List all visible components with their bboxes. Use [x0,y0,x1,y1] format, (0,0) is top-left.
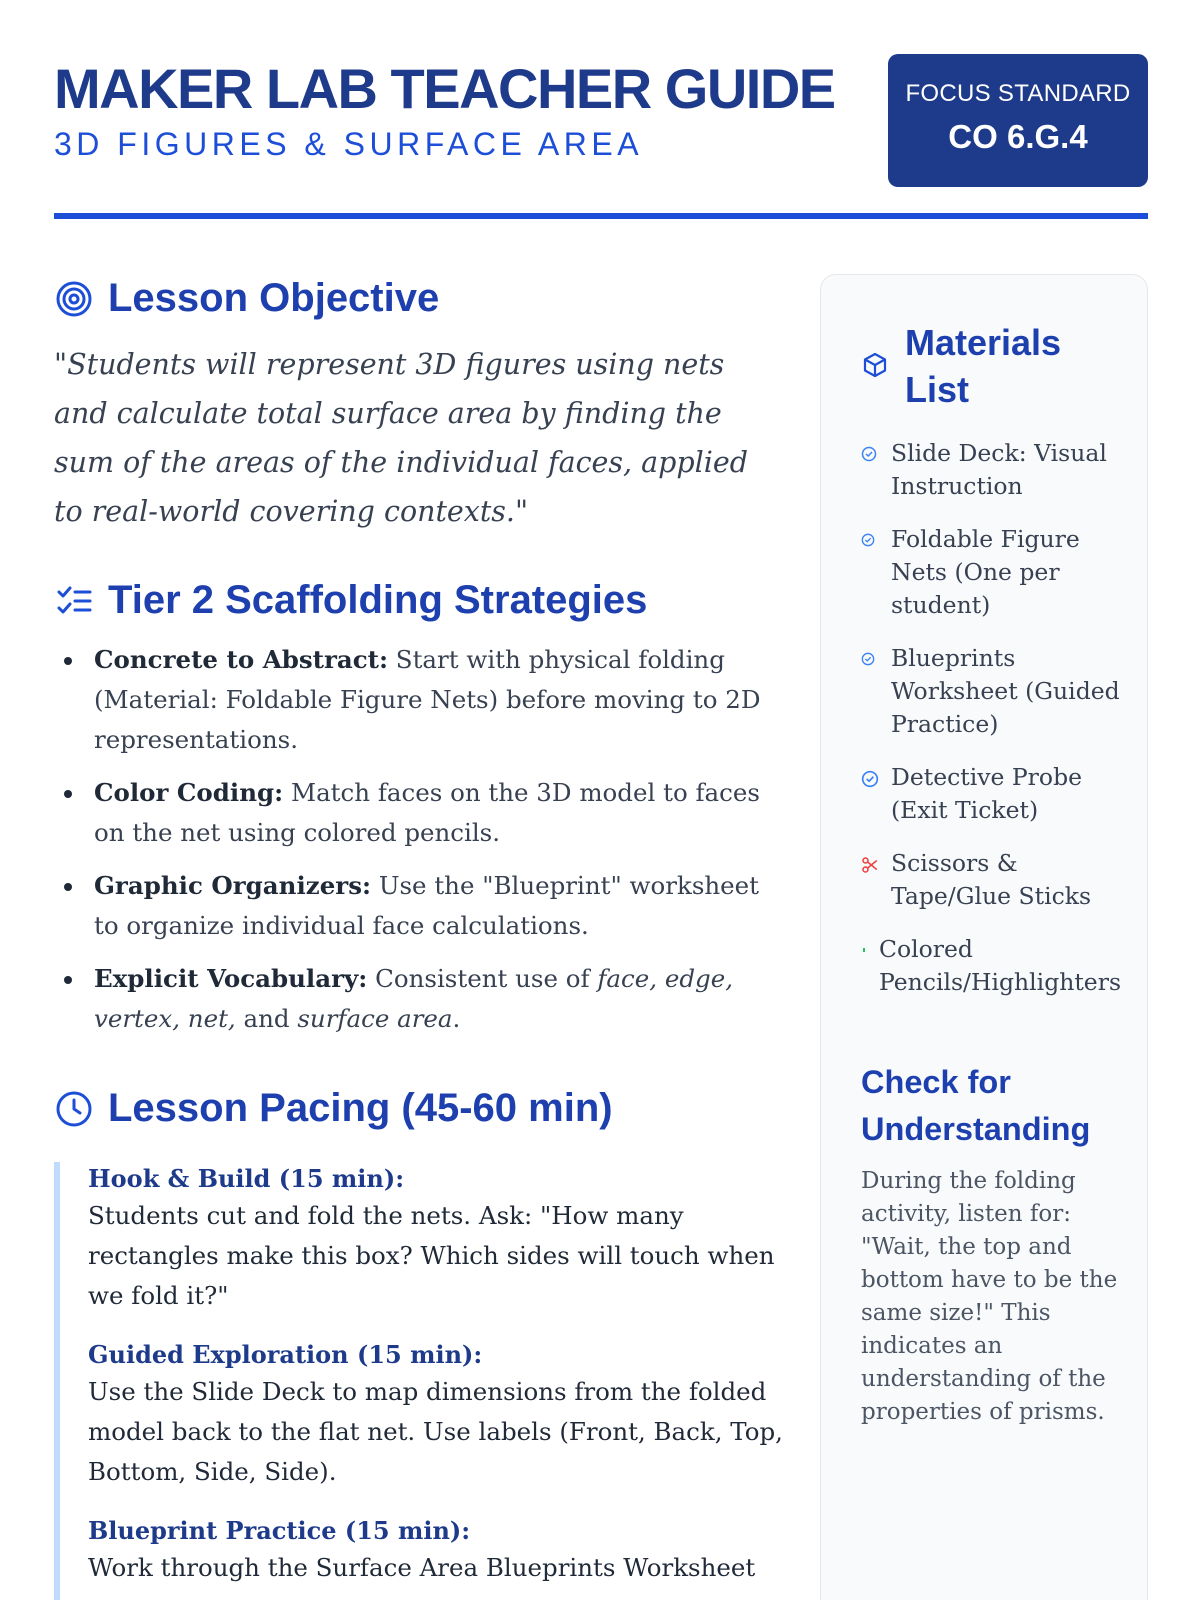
list-item [861,437,1131,503]
strategy-label: Graphic Organizers: [94,871,372,900]
strategy-label: Concrete to Abstract: [94,645,388,674]
focus-standard-badge [888,54,1148,187]
vocabulary-terms: face, edge, vertex, net, [94,964,733,1033]
scissors-icon [861,856,883,878]
pacing-item-text: Use the Slide Deck to map dimensions from the folded model back to the flat net. Use labels (Front, Back, Top, Bottom, Side, Side). [88,1377,783,1486]
strategies-list [54,640,784,1052]
check-understanding-text: During the folding activity, listen for: "Wait, the top and bottom have to be the same size!" This indicates an understanding of the properties of prisms. [861,1168,1118,1425]
strategy-text: Match faces on the 3D model to faces on the net using colored pencils. [94,778,760,847]
material-text: Blueprints Worksheet (Guided Practice) [891,644,1120,738]
pacing-heading-text: Lesson Pacing (45-60 min) [108,1086,613,1130]
check-understanding-heading: Check for Understanding [861,1064,1091,1147]
strategies-heading [54,578,647,623]
strategy-text: Use the "Blueprint" worksheet to organize individual face calculations. [94,871,760,940]
list-item [861,933,1131,999]
pacing-item-title: Guided Exploration (15 min): [88,1340,483,1369]
pacing-item [88,1514,784,1588]
pacing-item-text: Students cut and fold the nets. Ask: "How many rectangles make this box? Which sides will touch when we fold it?" [88,1201,775,1310]
objective-text: "Students will represent 3D figures using nets and calculate total surface area by finding the sum of the areas of the individual faces, applied to real-world covering contexts." [54,348,748,528]
clock-icon [54,1089,94,1129]
check-circle-icon [861,446,883,466]
pacing-item-title: Hook & Build (15 min): [88,1164,405,1193]
list-item [54,773,784,853]
sidebar-panel [820,274,1148,1600]
pacing-item-title: Blueprint Practice (15 min): [88,1516,471,1545]
list-item [861,523,1131,622]
objective-heading [54,276,439,321]
strategy-text: . [452,1004,461,1033]
list-item [861,761,1131,827]
material-text: Scissors & Tape/Glue Sticks [891,849,1092,910]
strategy-label: Color Coding: [94,778,284,807]
pacing-item [88,1162,784,1316]
pacing-item [88,1338,784,1492]
materials-heading [861,319,1075,413]
list-item [54,640,784,760]
target-icon [54,279,94,319]
page-title: MAKER LAB TEACHER GUIDE [54,57,835,120]
cube-icon [861,351,891,381]
check-circle-icon [861,770,883,792]
check-circle-icon [861,532,883,551]
badge-value: CO 6.G.4 [948,118,1088,155]
strategy-text: and [235,1004,298,1033]
check-circle-icon [861,651,883,670]
material-text: Detective Probe (Exit Ticket) [891,763,1083,824]
vocabulary-term: surface area [297,1004,453,1033]
pencil-icon [861,942,871,961]
materials-heading-text: Materials List [905,322,1062,410]
material-text: Colored Pencils/Highlighters [879,935,1122,996]
list-item [861,847,1131,913]
badge-label: FOCUS STANDARD [905,80,1131,107]
list-item [54,959,784,1039]
pacing-timeline [54,1162,784,1600]
materials-list [861,437,1131,1019]
page-subtitle: 3D FIGURES & SURFACE AREA [54,126,644,162]
strategy-label: Explicit Vocabulary: [94,964,368,993]
pacing-item-text: Work through the Surface Area Blueprints Worksheet [88,1553,756,1582]
strategies-heading-text: Tier 2 Scaffolding Strategies [108,578,648,622]
list-item [54,866,784,946]
strategy-text: Consistent use of [367,964,598,993]
list-item [861,642,1131,741]
pacing-heading [54,1086,613,1131]
header-divider [54,213,1148,219]
strategy-text: Start with physical folding (Material: Foldable Figure Nets) before moving to 2D representations. [94,645,761,754]
material-text: Foldable Figure Nets (One per student) [891,525,1080,619]
objective-heading-text: Lesson Objective [108,276,440,320]
checklist-icon [54,581,94,621]
material-text: Slide Deck: Visual Instruction [891,439,1107,500]
